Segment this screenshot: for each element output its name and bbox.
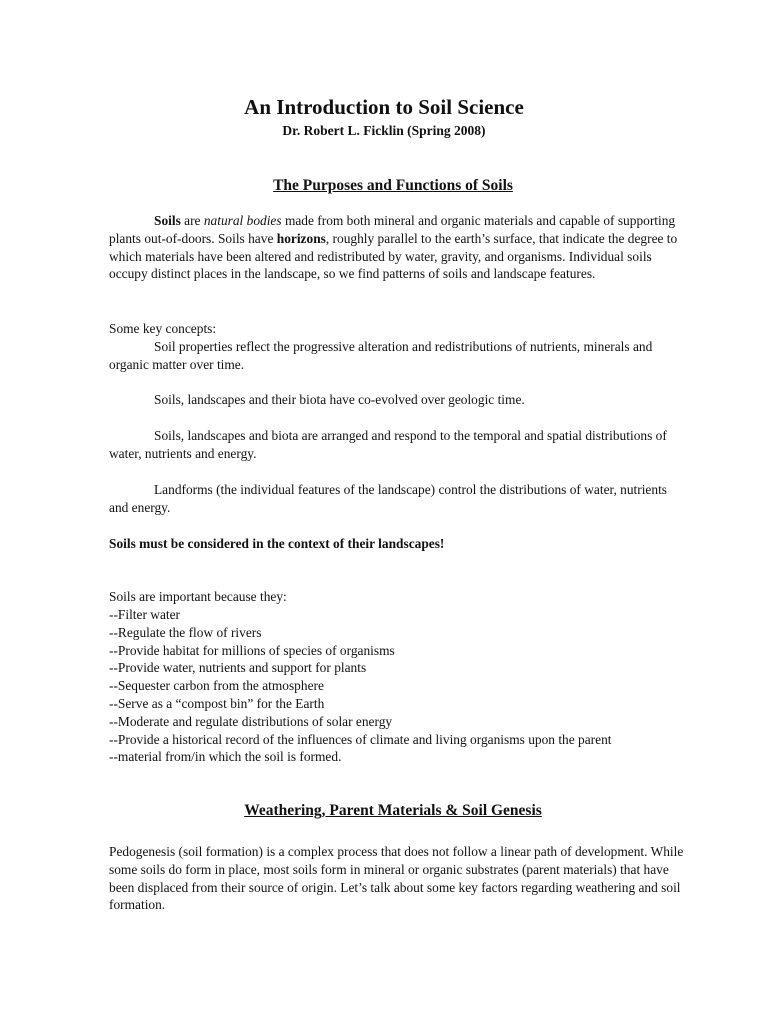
list-item: --Regulate the flow of rivers <box>109 624 262 640</box>
list-item: --Moderate and regulate distributions of solar energy <box>109 713 393 729</box>
intro-text-2: made from both mineral and organic materials and capable of supporting plants out-of-doors. Soils have <box>109 213 676 246</box>
term-soils: Soils <box>154 213 181 228</box>
list-item: --Sequester carbon from the atmosphere <box>109 678 324 694</box>
list-item: --material from/in which the soil is formed. <box>109 749 342 765</box>
document-author: Dr. Robert L. Ficklin (Spring 2008) <box>282 123 486 138</box>
importance-list <box>109 606 709 766</box>
list-item: --Serve as a “compost bin” for the Earth <box>109 695 325 711</box>
list-item: --Filter water <box>109 607 181 622</box>
intro-text-1: are <box>180 213 204 228</box>
list-item: --Provide water, nutrients and support for plants <box>109 660 367 676</box>
importance-label: Soils are important because they: <box>109 589 287 604</box>
list-item: --Provide habitat for millions of species of organisms <box>109 642 395 658</box>
intro-text-3: , roughly parallel to the earth’s surface, that indicate the degree to which materials have been altered and redistributed by water, gravity, and organisms. Individual soils occupy distinct places in the landscape, so we find patterns of soils and landscape features. <box>109 230 678 282</box>
section-heading-purposes: The Purposes and Functions of Soils <box>273 177 513 194</box>
section-heading-weathering: Weathering, Parent Materials & Soil Genesis <box>244 802 542 819</box>
pedogenesis-paragraph: Pedogenesis (soil formation) is a complex process that does not follow a linear path of development. While some soils do form in place, most soils form in mineral or organic substrates (parent materials) that have been displaced from their source of origin. Let’s talk about some key factors regarding weathering and soil formation. <box>109 844 684 913</box>
key-concept-paragraph: Landforms (the individual features of the landscape) control the distributions of water, nutrients and energy. <box>109 482 667 515</box>
key-concept-paragraph: Soils, landscapes and biota are arranged and respond to the temporal and spatial distributions of water, nutrients and energy. <box>109 428 667 461</box>
key-concepts-label: Some key concepts: <box>109 321 217 336</box>
key-concept-paragraph: Soils, landscapes and their biota have co-evolved over geologic time. <box>154 392 525 407</box>
emphasis-statement: Soils must be considered in the context of their landscapes! <box>109 536 445 551</box>
document-title: An Introduction to Soil Science <box>244 95 524 119</box>
intro-paragraph <box>109 212 684 283</box>
list-item: --Provide a historical record of the influences of climate and living organisms upon the parent <box>109 731 612 747</box>
term-horizons: horizons <box>276 230 326 246</box>
key-concept-paragraph: Soil properties reflect the progressive alteration and redistributions of nutrients, minerals and organic matter over time. <box>109 339 653 372</box>
term-natural-bodies: natural bodies <box>203 213 282 228</box>
